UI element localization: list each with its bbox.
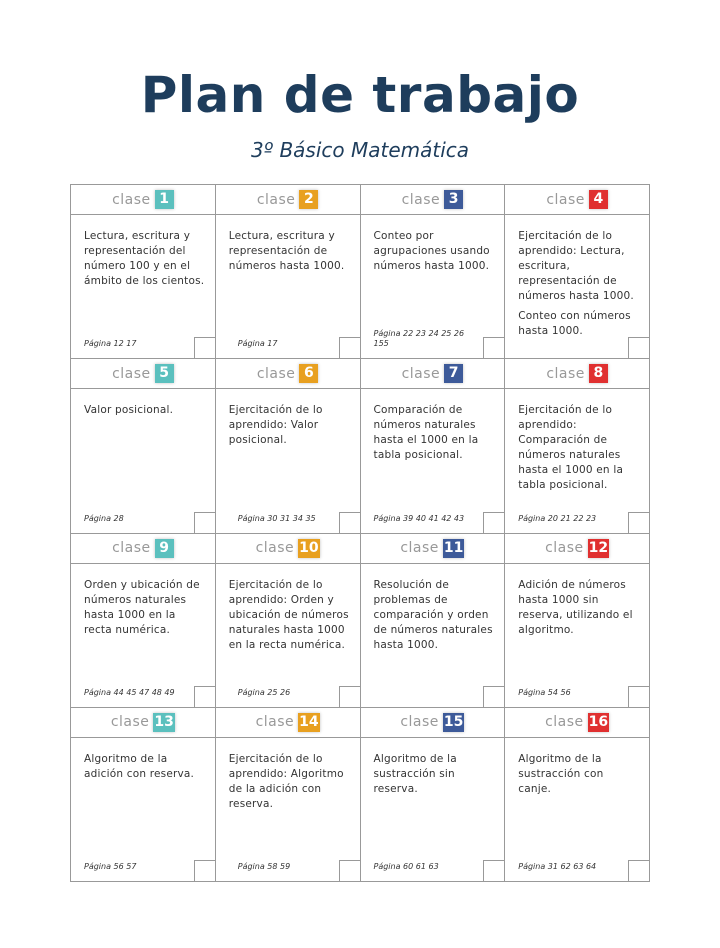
page-reference: Página 28 [84,513,124,523]
lesson-number-badge: 1 [155,190,174,209]
clase-label: clase [255,540,295,556]
lesson-header [216,708,360,738]
lesson-body [505,564,649,638]
lesson-card [505,359,650,533]
lesson-number-badge: 2 [299,190,318,209]
lesson-description: Ejercitación de lo aprendido: Lectura, escritura, representación de números hasta 1000. [518,230,634,302]
page-title: Plan de trabajo [140,66,580,124]
lesson-number-badge: 6 [299,364,318,383]
lesson-description: Conteo con números hasta 1000. [518,310,631,337]
completion-checkbox[interactable] [483,686,505,708]
lesson-description: Lectura, escritura y representación de números hasta 1000. [228,230,345,272]
completion-checkbox[interactable] [628,337,650,359]
lesson-header [505,185,649,215]
completion-checkbox[interactable] [628,860,650,882]
lesson-card [216,534,361,708]
lesson-header [505,359,649,389]
lesson-body [361,215,505,274]
lesson-number-badge: 15 [443,713,464,730]
clase-label: clase [400,540,439,556]
lesson-card [216,359,361,533]
completion-checkbox[interactable] [339,337,361,359]
lesson-header [71,185,215,215]
clase-label: clase [546,365,585,382]
lesson-body [71,215,215,289]
page-reference: Página 17 [237,339,278,349]
lesson-number-badge: 7 [444,364,463,383]
page-reference: Página 12 17 [84,339,137,349]
lesson-description: Algoritmo de la sustracción sin reserva. [373,752,457,795]
completion-checkbox[interactable] [483,512,505,534]
lesson-description: Ejercitación de lo aprendido: Comparación de números naturales hasta el 1000 en la tabla posicional. [518,404,624,492]
lesson-card [71,359,216,533]
page-reference: Página 22 23 24 25 26 155 [373,329,465,349]
lesson-description: Resolución de problemas de comparación y orden de números naturales hasta 1000. [373,578,493,651]
lesson-card [361,534,506,708]
page-reference: Página 56 57 [84,862,137,871]
lesson-card [505,185,650,359]
clase-label: clase [112,365,151,382]
lesson-body [361,389,505,463]
lesson-body [216,738,360,812]
completion-checkbox[interactable] [194,337,216,359]
lesson-header [216,185,360,215]
lesson-description: Lectura, escritura y representación del número 100 y en el ámbito de los cientos. [84,230,205,287]
lesson-number-badge: 3 [444,190,463,209]
lesson-number-badge: 4 [589,190,608,209]
lesson-card [361,185,506,359]
lesson-grid [70,184,650,882]
lesson-card [216,185,361,359]
clase-label: clase [112,540,151,556]
lesson-body [216,564,360,653]
lesson-body [505,215,649,339]
lesson-header [216,534,360,564]
lesson-description: Valor posicional. [84,404,174,417]
lesson-description: Conteo por agrupaciones usando números hasta 1000. [373,230,490,272]
completion-checkbox[interactable] [339,512,361,534]
completion-checkbox[interactable] [339,860,361,882]
lesson-body [216,215,360,274]
lesson-card [505,534,650,708]
clase-label: clase [112,191,151,208]
clase-label: clase [401,191,441,208]
lesson-description: Ejercitación de lo aprendido: Valor posicional. [228,404,323,447]
lesson-header [71,359,215,389]
page-reference: Página 31 62 63 64 [518,862,597,871]
clase-label: clase [400,714,439,731]
lesson-header [361,185,505,215]
clase-label: clase [401,365,441,382]
lesson-header [361,359,505,389]
completion-checkbox[interactable] [628,686,650,708]
completion-checkbox[interactable] [628,512,650,534]
lesson-header [361,708,505,738]
lesson-description: Ejercitación de lo aprendido: Orden y ubicación de números naturales hasta 1000 en la recta numérica. [228,578,349,651]
completion-checkbox[interactable] [483,860,505,882]
lesson-card [361,708,506,882]
page-reference: Página 39 40 41 42 43 [373,513,465,523]
page-reference: Página 30 31 34 35 [237,513,316,523]
page-reference: Página 54 56 [518,687,571,697]
lesson-card [361,359,506,533]
lesson-description: Orden y ubicación de números naturales hasta 1000 en la recta numérica. [84,578,200,636]
lesson-number-badge: 16 [588,713,609,730]
lesson-number-badge: 9 [155,539,174,558]
lesson-body [71,564,215,638]
lesson-number-badge: 11 [443,539,464,556]
lesson-header [71,708,215,738]
clase-label: clase [110,714,150,731]
lesson-description: Adición de números hasta 1000 sin reserva, utilizando el algoritmo. [518,578,633,636]
lesson-card [71,708,216,882]
lesson-body [361,738,505,797]
lesson-card [71,185,216,359]
lesson-description: Algoritmo de la adición con reserva. [84,752,195,780]
lesson-number-badge: 12 [588,539,609,556]
lesson-header [505,534,649,564]
clase-label: clase [545,714,584,731]
lesson-card [71,534,216,708]
completion-checkbox[interactable] [194,686,216,708]
clase-label: clase [256,191,296,208]
page-reference: Página 60 61 63 [373,862,439,871]
lesson-header [71,534,215,564]
clase-label: clase [546,191,585,208]
lesson-card [505,708,650,882]
page-reference: Página 58 59 [237,862,291,871]
lesson-header [505,708,649,738]
lesson-body [71,389,215,418]
lesson-number-badge: 5 [155,364,174,383]
lesson-header [361,534,505,564]
page-reference: Página 25 26 [237,687,291,697]
lesson-body [361,564,505,653]
page-reference: Página 44 45 47 48 49 [84,687,175,697]
completion-checkbox[interactable] [339,686,361,708]
clase-label: clase [255,714,295,731]
completion-checkbox[interactable] [194,860,216,882]
lesson-card [216,708,361,882]
clase-label: clase [256,365,296,382]
lesson-number-badge: 14 [299,713,319,730]
lesson-number-badge: 13 [154,713,174,730]
lesson-body [505,738,649,797]
lesson-number-badge: 10 [299,539,319,556]
lesson-description: Algoritmo de la sustracción con canje. [518,752,604,795]
lesson-body [216,389,360,448]
clase-label: clase [545,540,584,556]
lesson-description: Comparación de números naturales hasta el 1000 en la tabla posicional. [373,404,479,462]
lesson-number-badge: 8 [589,364,608,383]
lesson-body [71,738,215,782]
page-reference: Página 20 21 22 23 [518,513,597,523]
completion-checkbox[interactable] [194,512,216,534]
lesson-description: Ejercitación de lo aprendido: Algoritmo de la adición con reserva. [228,752,344,810]
page-subtitle: 3º Básico Matemática [250,138,470,162]
lesson-header [216,359,360,389]
lesson-body [505,389,649,493]
completion-checkbox[interactable] [483,337,505,359]
